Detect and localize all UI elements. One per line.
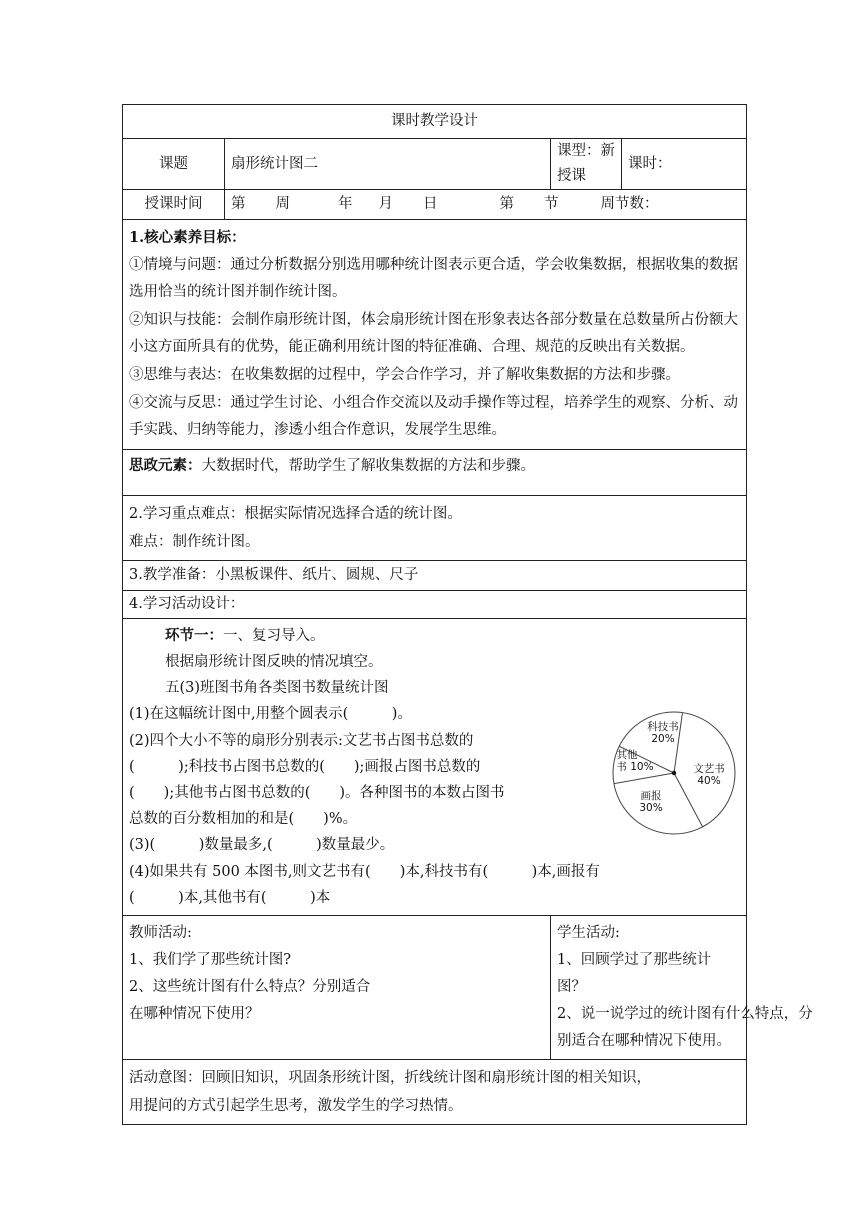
lesson-plan-document (122, 104, 813, 1125)
student-line: 2、说一说学过的统计图有什么特点，分 (557, 1005, 813, 1022)
pie-percent-qita: 书 10% (616, 760, 654, 773)
pie-center-dot (672, 771, 676, 775)
question-4-line: (4)如果共有 500 本图书,则文艺书有( )本,科技书有( )本,画报有 (129, 863, 600, 880)
pie-label-keji: 科技书 (647, 720, 679, 733)
segment1-intro: 根据扇形统计图反映的情况填空。 (165, 653, 383, 670)
lesson-plan-table (122, 104, 813, 1125)
question-2-line: ( );科技书占图书总数的( );画报占图书总数的 (129, 758, 481, 775)
teacher-heading: 教师活动: (129, 924, 192, 941)
ideology-cell (123, 449, 747, 495)
lesson-hours: 课时： (622, 139, 747, 190)
objectives-heading: 1.核心素养目标： (129, 229, 246, 246)
teacher-activity-cell (123, 915, 551, 1059)
chart-caption: 五(3)班图书角各类图书数量统计图 (165, 680, 389, 697)
question-2-line: ( );其他书占图书总数的( )。各种图书的本数占图书 (129, 784, 505, 801)
intent-cell (123, 1059, 747, 1124)
segment1-cell (123, 618, 747, 915)
question-2-line: (2)四个大小不等的扇形分别表示:文艺书占图书总数的 (129, 732, 474, 749)
teacher-line: 在哪种情况下使用？ (129, 1005, 260, 1022)
segment1-title: 一、复习导入。 (223, 627, 325, 644)
prep-row (123, 560, 747, 590)
pie-percent-wenyi: 40% (697, 774, 721, 787)
pie-divider (614, 773, 674, 784)
ideology-text: 大数据时代，帮助学生了解收集数据的方法和步骤。 (201, 457, 535, 474)
activities-row (123, 915, 747, 1059)
question-3: (3)( )数量最多,( )数量最少。 (129, 837, 395, 854)
time-row (123, 190, 747, 220)
intent-line: 用提问的方式引起学生思考，激发学生的学习热情。 (129, 1097, 463, 1114)
question-1: (1)在这幅统计图中,用整个圆表示( )。 (129, 706, 412, 723)
segment1-row (123, 618, 747, 915)
key-points-cell (123, 495, 747, 560)
pie-label-qita: 其他 (616, 748, 638, 761)
activity-design-heading: 4.学习活动设计： (123, 590, 747, 618)
title-row (123, 105, 747, 139)
objective-item: ③思维与表达：在收集数据的过程中，学会合作学习，并了解收集数据的方法和步骤。 (129, 366, 680, 383)
question-block (129, 701, 601, 858)
objective-item: ②知识与技能：会制作扇形统计图，体会扇形统计图在形象表达各部分数量在总数量所占份额大小这方面所具有的优势，能正确利用统计图的特征准确、合理、规范的反映出有关数据。 (129, 311, 738, 356)
key-points-row (123, 495, 747, 560)
student-line: 1、回顾学过了那些统计图？ (557, 951, 712, 995)
objectives-cell (123, 220, 747, 450)
time-label: 授课时间 (123, 190, 225, 220)
pie-percent-keji: 20% (651, 732, 675, 745)
pie-chart (610, 709, 738, 837)
time-value: 第 周 年 月 日 第 节 周节数： (225, 190, 747, 220)
ideology-row (123, 449, 747, 495)
segment1-title-line (129, 623, 740, 649)
question-4-line: ( )本,其他书有( )本 (129, 889, 331, 906)
teacher-line: 2、这些统计图有什么特点？分别适合 (129, 978, 371, 995)
activity-design-row (123, 590, 747, 618)
objective-item: ④交流与反思：通过学生讨论、小组合作交流以及动手操作等过程，培养学生的观察、分析、动手实践、归纳等能力，渗透小组合作意识，发展学生思维。 (129, 394, 738, 439)
intent-row (123, 1059, 747, 1124)
teacher-line: 1、我们学了那些统计图? (129, 951, 291, 968)
pie-chart-svg (610, 709, 738, 837)
topic-value: 扇形统计图二 (225, 139, 551, 190)
document-title: 课时教学设计 (123, 105, 747, 139)
prep-cell: 3.教学准备：小黑板课件、纸片、圆规、尺子 (123, 560, 747, 590)
difficulty-line: 难点：制作统计图。 (129, 533, 260, 550)
key-points-line: 2.学习重点难点：根据实际情况选择合适的统计图。 (129, 505, 462, 522)
topic-row (123, 139, 747, 190)
ideology-label: 思政元素： (129, 456, 202, 474)
student-line: 别适合在哪种情况下使用。 (557, 1032, 731, 1049)
student-activity-cell (551, 915, 813, 1059)
pie-label-huabao: 画报 (640, 789, 662, 802)
student-heading: 学生活动: (557, 924, 620, 941)
question-2-line: 总数的百分数相加的和是( )%。 (129, 811, 358, 828)
lesson-type: 课型：新授课 (551, 139, 622, 190)
objective-item: ①情境与问题：通过分析数据分别选用哪种统计图表示更合适，学会收集数据，根据收集的数据选用恰当的统计图并制作统计图。 (129, 256, 738, 301)
topic-label: 课题 (123, 139, 225, 190)
intent-line: 活动意图：回顾旧知识，巩固条形统计图，折线统计图和扇形统计图的相关知识， (129, 1069, 651, 1086)
pie-percent-huabao: 30% (639, 801, 663, 814)
pie-label-wenyi: 文艺书 (693, 762, 725, 775)
segment1-label: 环节一： (165, 626, 223, 644)
objectives-row (123, 220, 747, 450)
